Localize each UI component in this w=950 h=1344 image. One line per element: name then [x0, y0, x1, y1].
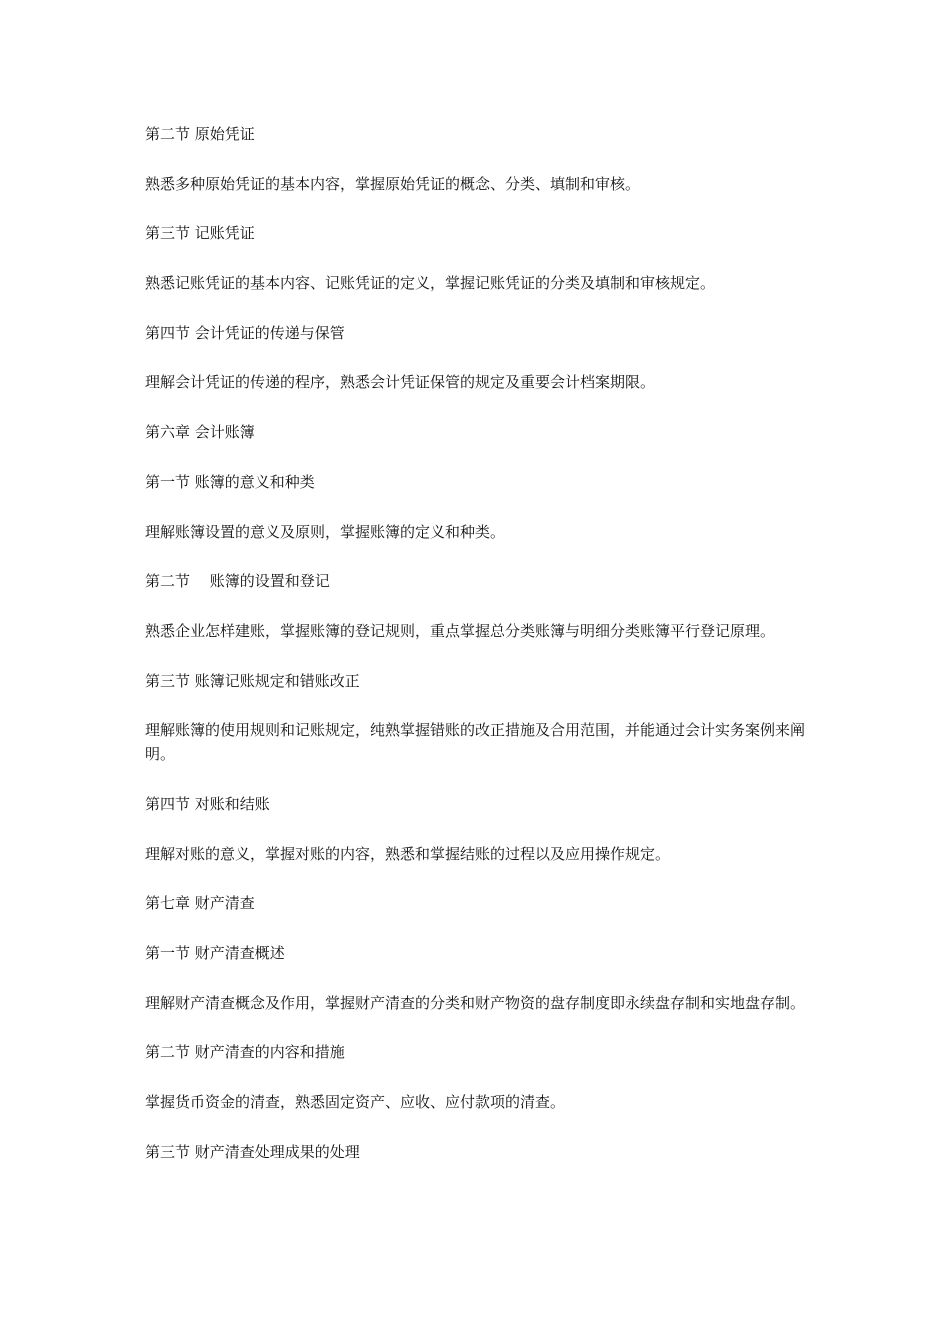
chapter-heading: 第七章 财产清查 — [145, 894, 255, 913]
chapter-heading: 第六章 会计账簿 — [145, 423, 255, 442]
document-body — [145, 122, 810, 1189]
paragraph: 掌握货币资金的清查，熟悉固定资产、应收、应付款项的清查。 — [145, 1093, 566, 1112]
section-heading: 第三节 财产清查处理成果的处理 — [145, 1142, 360, 1161]
section-heading: 第三节 记账凭证 — [145, 224, 255, 243]
section-heading: 第二节 账簿的设置和登记 — [145, 572, 330, 591]
section-heading: 第三节 账簿记账规定和错账改正 — [145, 671, 360, 690]
section-heading: 第四节 对账和结账 — [145, 794, 270, 813]
paragraph: 熟悉记账凭证的基本内容、记账凭证的定义，掌握记账凭证的分类及填制和审核规定。 — [145, 274, 716, 293]
section-heading: 第一节 账簿的意义和种类 — [145, 472, 315, 491]
paragraph: 理解账簿的使用规则和记账规定，纯熟掌握错账的改正措施及合用范围，并能通过会计实务案例来阐明。 — [145, 721, 806, 764]
section-heading: 第一节 财产清查概述 — [145, 944, 285, 962]
paragraph: 理解会计凭证的传递的程序，熟悉会计凭证保管的规定及重要会计档案期限。 — [145, 373, 656, 392]
paragraph: 熟悉企业怎样建账，掌握账簿的登记规则，重点掌握总分类账簿与明细分类账簿平行登记原理。 — [145, 621, 776, 640]
section-heading: 第四节 会计凭证的传递与保管 — [145, 323, 345, 342]
paragraph: 理解财产清查概念及作用，掌握财产清查的分类和财产物资的盘存制度即永续盘存制和实地盘存制。 — [145, 993, 806, 1012]
paragraph: 熟悉多种原始凭证的基本内容，掌握原始凭证的概念、分类、填制和审核。 — [145, 174, 641, 193]
paragraph: 理解账簿设置的意义及原则，掌握账簿的定义和种类。 — [145, 522, 506, 541]
section-heading: 第二节 财产清查的内容和措施 — [145, 1043, 345, 1062]
paragraph: 理解对账的意义，掌握对账的内容，熟悉和掌握结账的过程以及应用操作规定。 — [145, 844, 671, 863]
section-heading: 第二节 原始凭证 — [145, 125, 255, 143]
